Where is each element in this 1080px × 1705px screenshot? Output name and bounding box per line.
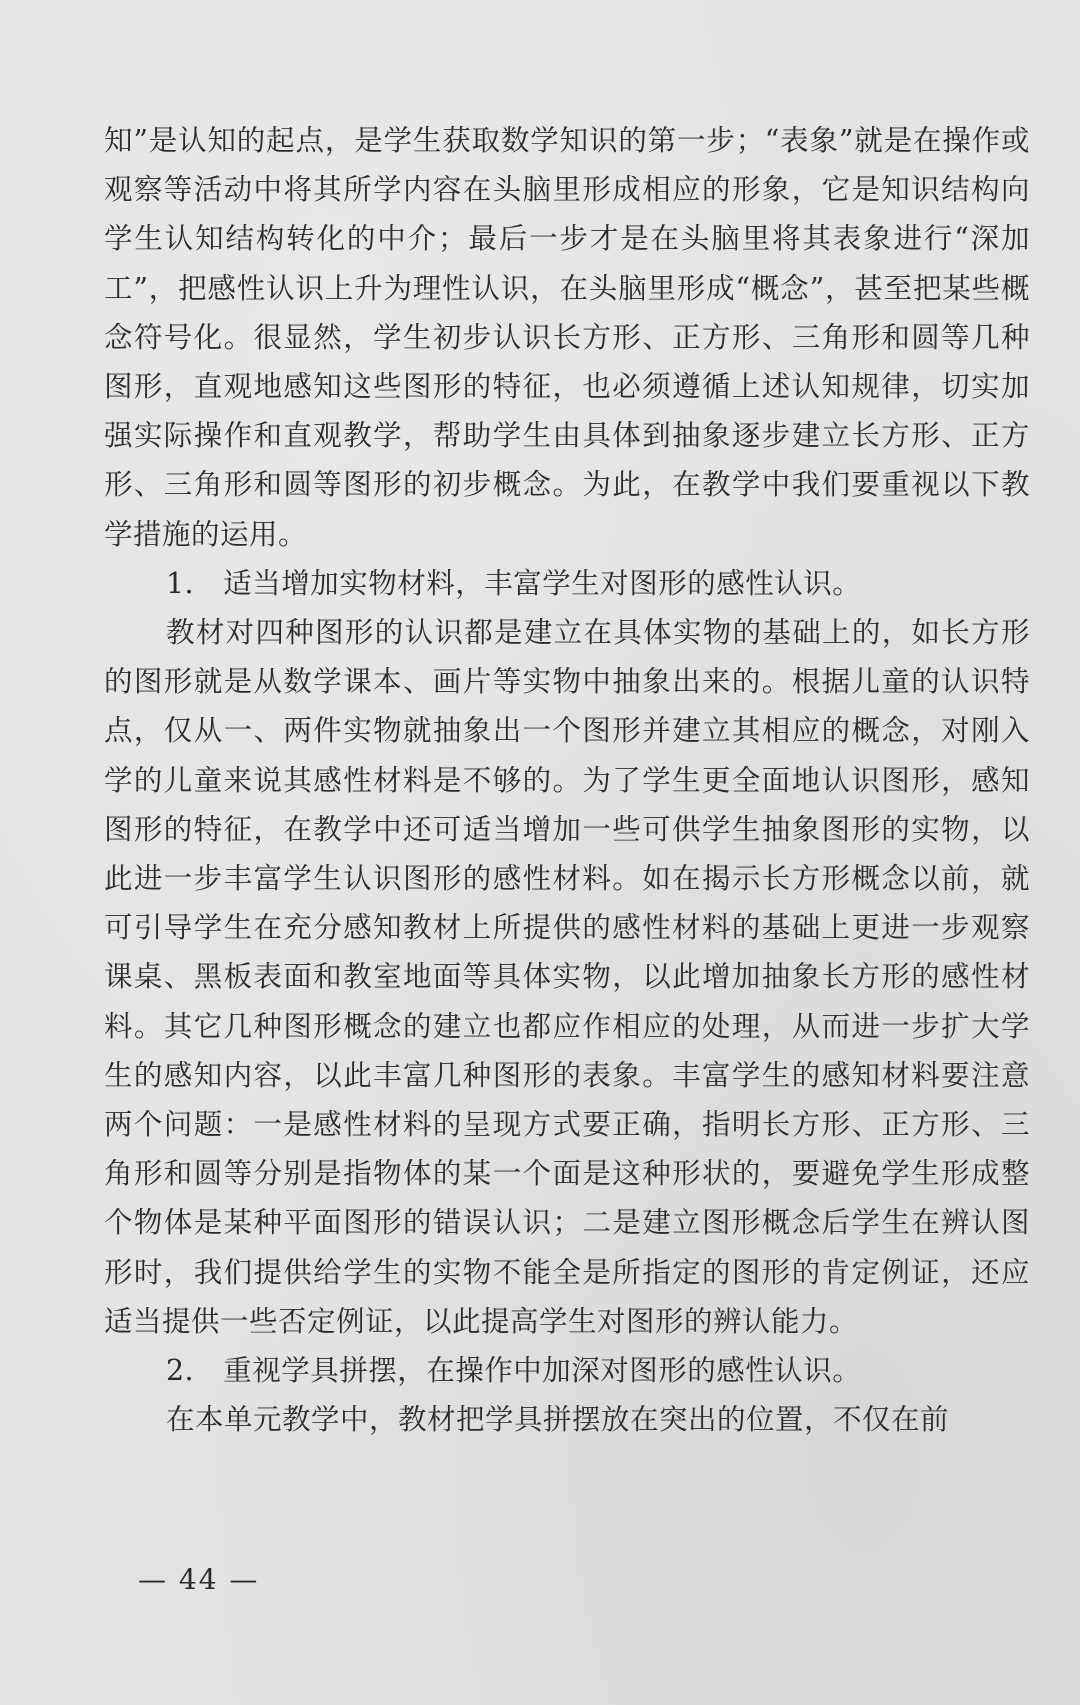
paragraph-continuation: 知”是认知的起点，是学生获取数学知识的第一步；“表象”就是在操作或观察等活动中将其所学内容在头脑里形成相应的形象，它是知识结构向学生认知结构转化的中介；最后一步才是在头脑里将其表象进行“深加工”，把感性认识上升为理性认识，在头脑里形成“概念”，甚至把某些概念符号化。很显然，学生初步认识长方形、正方形、三角形和圆等几种图形，直观地感知这些图形的特征，也必须遵循上述认知规律，切实加强实际操作和直观教学，帮助学生由具体到抽象逐步建立长方形、正方形、三角形和圆等图形的初步概念。为此，在教学中我们要重视以下教学措施的运用。 [104,124,1030,551]
body-text [104,116,1030,1444]
paragraph-body: 教材对四种图形的认识都是建立在具体实物的基础上的，如长方形的图形就是从数学课本、画片等实物中抽象出来的。根据儿童的认识特点，仅从一、两件实物就抽象出一个图形并建立其相应的概念，对刚入学的儿童来说其感性材料是不够的。为了学生更全面地认识图形，感知图形的特征，在教学中还可适当增加一些可供学生抽象图形的实物，以此进一步丰富学生认识图形的感性材料。如在揭示长方形概念以前，就可引导学生在充分感知教材上所提供的感性材料的基础上更进一步观察课桌、黑板表面和教室地面等具体实物，以此增加抽象长方形的感性材料。其它几种图形概念的建立也都应作相应的处理，从而进一步扩大学生的感知内容，以此丰富几种图形的表象。丰富学生的感知材料要注意两个问题：一是感性材料的呈现方式要正确，指明长方形、正方形、三角形和圆等分别是指物体的某一个面是这种形状的，要避免学生形成整个物体是某种平面图形的错误认识；二是建立图形概念后学生在辨认图形时，我们提供给学生的实物不能全是所指定的图形的肯定例证，还应适当提供一些否定例证，以此提高学生对图形的辨认能力。 [104,616,1030,1338]
page-number: — 44 — [138,1563,260,1596]
section-heading-1: 1． 适当增加实物材料，丰富学生对图形的感性认识。 [166,566,862,600]
paragraph-partial: 在本单元教学中，教材把学具拼摆放在突出的位置，不仅在前 [166,1403,950,1437]
section-heading-2: 2． 重视学具拼摆，在操作中加深对图形的感性认识。 [166,1354,862,1388]
